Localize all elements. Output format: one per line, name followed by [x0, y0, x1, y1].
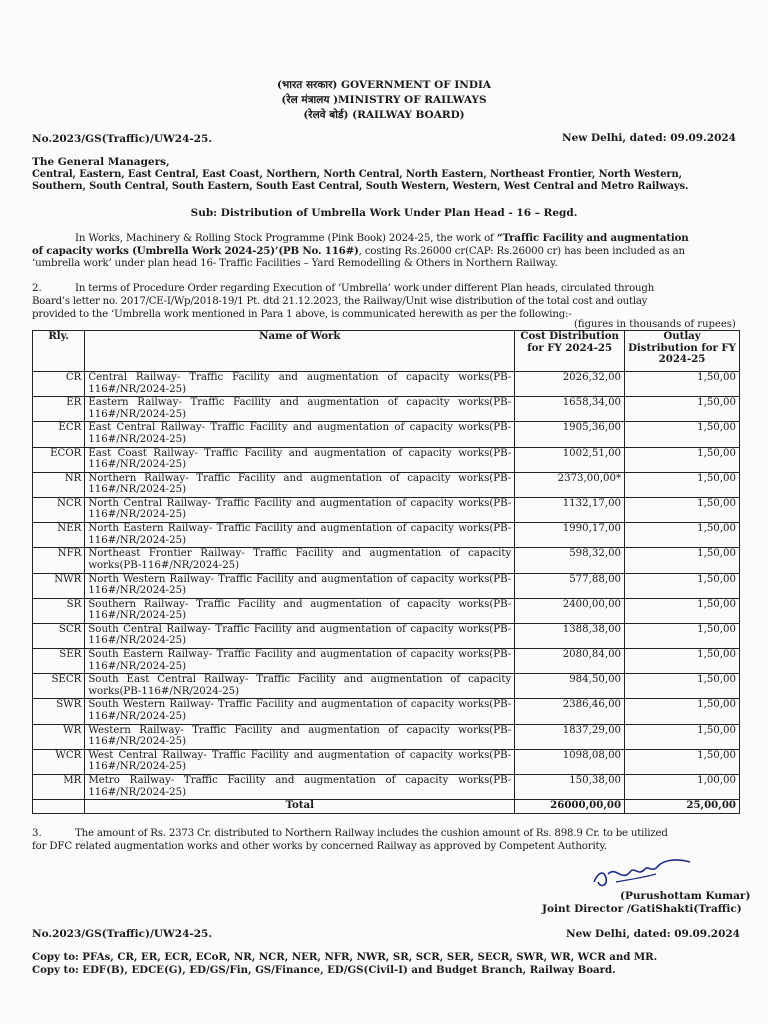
table-row — [33, 699, 740, 724]
cost-value: 2386,46,00 — [515, 699, 625, 724]
rly-code: ER — [33, 397, 85, 422]
cost-value: 1658,34,00 — [515, 397, 625, 422]
work-name: Northeast Frontier Railway- Traffic Facility and augmentation of capacity works(PB-116#/NR/2024-25) — [85, 548, 515, 573]
outlay-value: 1,50,00 — [625, 372, 740, 397]
table-row — [33, 775, 740, 800]
outlay-value: 1,50,00 — [625, 674, 740, 699]
table-row — [33, 422, 740, 447]
rly-code: ECOR — [33, 447, 85, 472]
rly-code: SER — [33, 649, 85, 674]
rly-code: SR — [33, 598, 85, 623]
rly-code: WCR — [33, 749, 85, 774]
total-blank — [33, 800, 85, 814]
para3-line: The amount of Rs. 2373 Cr. distributed to Northern Railway includes the cushion amount of Rs. 898.9 Cr. to be utilized — [75, 828, 668, 839]
col-header-outlay: Outlay Distribution for FY 2024-25 — [625, 331, 740, 372]
total-label: Total — [85, 800, 515, 814]
table-row — [33, 472, 740, 497]
outlay-value: 1,50,00 — [625, 447, 740, 472]
rly-code: NCR — [33, 497, 85, 522]
table-header-row — [33, 331, 740, 372]
rly-code: CR — [33, 372, 85, 397]
cost-value: 1388,38,00 — [515, 623, 625, 648]
rly-code: SWR — [33, 699, 85, 724]
para3-line: for DFC related augmentation works and other works by concerned Railway as approved by Competent Authority. — [32, 841, 607, 852]
total-cost: 26000,00,00 — [515, 800, 625, 814]
rly-code: WR — [33, 724, 85, 749]
addressee-title: The General Managers, — [32, 156, 170, 168]
cost-value: 1132,17,00 — [515, 497, 625, 522]
outlay-value: 1,50,00 — [625, 422, 740, 447]
work-name: Southern Railway- Traffic Facility and augmentation of capacity works(PB-116#/NR/2024-25) — [85, 598, 515, 623]
outlay-value: 1,50,00 — [625, 472, 740, 497]
distribution-table — [32, 330, 740, 814]
work-name: Northern Railway- Traffic Facility and augmentation of capacity works(PB-116#/NR/2024-25) — [85, 472, 515, 497]
col-header-rly: Rly. — [33, 331, 85, 372]
work-name: East Central Railway- Traffic Facility and augmentation of capacity works(PB-116#/NR/2024-25) — [85, 422, 515, 447]
para1-line: In Works, Machinery & Rolling Stock Programme (Pink Book) 2024-25, the work of “Traffic Facility and augmentation — [75, 232, 689, 244]
outlay-value: 1,50,00 — [625, 573, 740, 598]
cost-value: 577,88,00 — [515, 573, 625, 598]
total-outlay: 25,00,00 — [625, 800, 740, 814]
table-row — [33, 397, 740, 422]
outlay-value: 1,50,00 — [625, 699, 740, 724]
work-name: North Western Railway- Traffic Facility and augmentation of capacity works(PB-116#/NR/2024-25) — [85, 573, 515, 598]
para2-line: In terms of Procedure Order regarding Execution of ‘Umbrella’ work under different Plan heads, circulated through — [75, 283, 655, 294]
table-row — [33, 623, 740, 648]
header-govt: (भारत सरकार) GOVERNMENT OF INDIA — [276, 79, 492, 91]
signature-mark — [586, 852, 696, 892]
table-row — [33, 724, 740, 749]
work-name: North Central Railway- Traffic Facility and augmentation of capacity works(PB-116#/NR/2024-25) — [85, 497, 515, 522]
outlay-value: 1,50,00 — [625, 523, 740, 548]
table-row — [33, 447, 740, 472]
work-name: West Central Railway- Traffic Facility and augmentation of capacity works(PB-116#/NR/2024-25) — [85, 749, 515, 774]
table-body — [33, 372, 740, 800]
work-name: South Eastern Railway- Traffic Facility and augmentation of capacity works(PB-116#/NR/2024-25) — [85, 649, 515, 674]
work-name: Metro Railway- Traffic Facility and augmentation of capacity works(PB-116#/NR/2024-25) — [85, 775, 515, 800]
outlay-value: 1,50,00 — [625, 749, 740, 774]
outlay-value: 1,50,00 — [625, 397, 740, 422]
rly-code: MR — [33, 775, 85, 800]
rly-code: ECR — [33, 422, 85, 447]
para1-line: ‘umbrella work’ under plan head 16- Traffic Facilities – Yard Remodelling & Others in Northern Railway. — [32, 258, 558, 269]
table-row — [33, 497, 740, 522]
signatory-name: (Purushottam Kumar) — [620, 890, 751, 902]
subject-line: Sub: Distribution of Umbrella Work Under Plan Head - 16 – Regd. — [190, 207, 578, 219]
cost-value: 1905,36,00 — [515, 422, 625, 447]
cost-value: 1990,17,00 — [515, 523, 625, 548]
rly-code: NWR — [33, 573, 85, 598]
para1-line: of capacity works (Umbrella Work 2024-25)’(PB No. 116#), costing Rs.26000 cr(CAP: Rs.26000 cr) has been included as an — [32, 245, 685, 257]
outlay-value: 1,50,00 — [625, 548, 740, 573]
rly-code: NER — [33, 523, 85, 548]
header-ministry: (रेल मंत्रालय )MINISTRY OF RAILWAYS — [281, 94, 487, 106]
footer-ref-number: No.2023/GS(Traffic)/UW24-25. — [32, 928, 213, 940]
para3-number: 3. — [32, 828, 42, 839]
para2-number: 2. — [32, 283, 42, 294]
para2-line: Board’s letter no. 2017/CE-I/Wp/2018-19/1 Pt. dtd 21.12.2023, the Railway/Unit wise distribution of the total cost and outlay — [32, 296, 648, 307]
rly-code: NFR — [33, 548, 85, 573]
rly-code: NR — [33, 472, 85, 497]
col-header-name: Name of Work — [85, 331, 515, 372]
work-name: South Central Railway- Traffic Facility and augmentation of capacity works(PB-116#/NR/2024-25) — [85, 623, 515, 648]
signatory-designation: Joint Director /GatiShakti(Traffic) — [542, 903, 742, 915]
cost-value: 2373,00,00* — [515, 472, 625, 497]
outlay-value: 1,00,00 — [625, 775, 740, 800]
outlay-value: 1,50,00 — [625, 724, 740, 749]
cost-value: 1837,29,00 — [515, 724, 625, 749]
copy-to-line: Copy to: EDF(B), EDCE(G), ED/GS/Fin, GS/Finance, ED/GS(Civil-I) and Budget Branch, Railway Board. — [32, 964, 616, 976]
col-header-cost: Cost Distribution for FY 2024-25 — [515, 331, 625, 372]
work-name: East Coast Railway- Traffic Facility and augmentation of capacity works(PB-116#/NR/2024-25) — [85, 447, 515, 472]
addressee-line: Central, Eastern, East Central, East Coast, Northern, North Central, North Eastern, Northeast Frontier, North Western, — [32, 169, 682, 180]
ref-number: No.2023/GS(Traffic)/UW24-25. — [32, 133, 213, 145]
work-name: Central Railway- Traffic Facility and augmentation of capacity works(PB-116#/NR/2024-25) — [85, 372, 515, 397]
work-name: South East Central Railway- Traffic Facility and augmentation of capacity works(PB-116#/NR/2024-25) — [85, 674, 515, 699]
ref-date: New Delhi, dated: 09.09.2024 — [562, 132, 736, 144]
work-name: South Western Railway- Traffic Facility and augmentation of capacity works(PB-116#/NR/2024-25) — [85, 699, 515, 724]
table-row — [33, 548, 740, 573]
cost-value: 150,38,00 — [515, 775, 625, 800]
outlay-value: 1,50,00 — [625, 497, 740, 522]
table-row — [33, 649, 740, 674]
table-row — [33, 523, 740, 548]
outlay-value: 1,50,00 — [625, 623, 740, 648]
rly-code: SCR — [33, 623, 85, 648]
table-row — [33, 674, 740, 699]
work-name: North Eastern Railway- Traffic Facility and augmentation of capacity works(PB-116#/NR/2024-25) — [85, 523, 515, 548]
para2-line: provided to the ‘Umbrella work mentioned in Para 1 above, is communicated herewith as per the following:- — [32, 309, 572, 320]
footer-date: New Delhi, dated: 09.09.2024 — [566, 928, 740, 940]
cost-value: 2080,84,00 — [515, 649, 625, 674]
table-total-row — [33, 800, 740, 814]
rly-code: SECR — [33, 674, 85, 699]
copy-to-line: Copy to: PFAs, CR, ER, ECR, ECoR, NR, NCR, NER, NFR, NWR, SR, SCR, SER, SECR, SWR, WR, WCR and MR. — [32, 951, 658, 963]
table-row — [33, 749, 740, 774]
cost-value: 2026,32,00 — [515, 372, 625, 397]
cost-value: 598,32,00 — [515, 548, 625, 573]
table-row — [33, 598, 740, 623]
outlay-value: 1,50,00 — [625, 649, 740, 674]
cost-value: 984,50,00 — [515, 674, 625, 699]
outlay-value: 1,50,00 — [625, 598, 740, 623]
table-row — [33, 573, 740, 598]
work-name: Western Railway- Traffic Facility and augmentation of capacity works(PB-116#/NR/2024-25) — [85, 724, 515, 749]
work-name: Eastern Railway- Traffic Facility and augmentation of capacity works(PB-116#/NR/2024-25) — [85, 397, 515, 422]
cost-value: 1002,51,00 — [515, 447, 625, 472]
addressee-line: Southern, South Central, South Eastern, South East Central, South Western, Western, West Central and Metro Railways. — [32, 181, 689, 192]
cost-value: 2400,00,00 — [515, 598, 625, 623]
units-note: (figures in thousands of rupees) — [574, 319, 736, 330]
cost-value: 1098,08,00 — [515, 749, 625, 774]
table-row — [33, 372, 740, 397]
header-board: (रेलवे बोर्ड) (RAILWAY BOARD) — [303, 109, 465, 121]
